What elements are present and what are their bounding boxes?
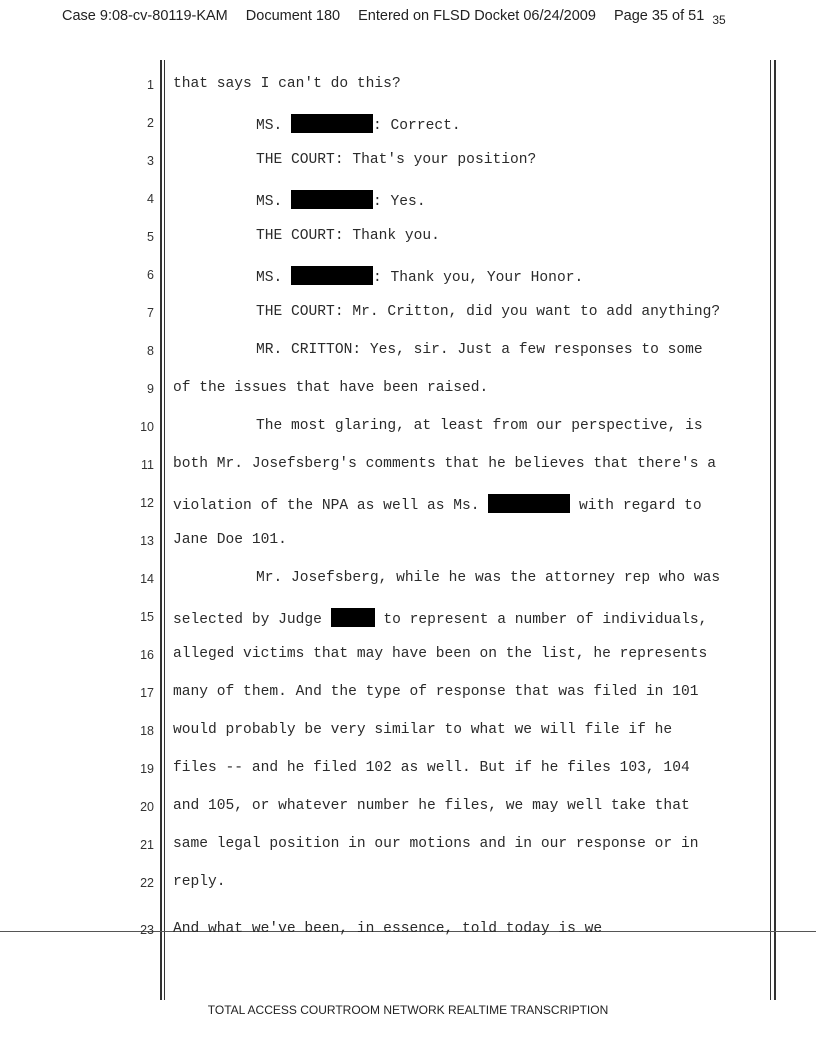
line-number: 12 <box>140 496 154 510</box>
transcript-line: and 105, or whatever number he files, we may well take that <box>173 798 690 814</box>
left-margin-rule <box>160 60 162 1000</box>
line-number: 23 <box>140 923 154 937</box>
transcript-line: The most glaring, at least from our perspective, is <box>256 418 703 434</box>
transcript-line: that says I can't do this? <box>173 76 401 92</box>
page-number: 35 <box>712 13 726 27</box>
case-number: Case 9:08-cv-80119-KAM <box>62 8 228 24</box>
transcript-line: same legal position in our motions and in our response or in <box>173 836 699 852</box>
transcript-line: files -- and he filed 102 as well. But if he files 103, 104 <box>173 760 690 776</box>
transcript-line: violation of the NPA as well as Ms. with regard to <box>173 494 753 514</box>
line-number: 2 <box>147 116 154 130</box>
line-number: 15 <box>140 610 154 624</box>
redaction-bar <box>291 114 373 133</box>
transcript-line: reply. <box>173 874 226 890</box>
transcript-line: THE COURT: That's your position? <box>256 152 537 168</box>
transcript-line: would probably be very similar to what we will file if he <box>173 722 673 738</box>
footer-text: TOTAL ACCESS COURTROOM NETWORK REALTIME TRANSCRIPTION <box>207 1003 609 1017</box>
transcript-line: Mr. Josefsberg, while he was the attorney rep who was <box>256 570 721 586</box>
line-number: 10 <box>140 420 154 434</box>
line-number: 19 <box>140 762 154 776</box>
document-number: Document 180 <box>245 8 341 24</box>
transcript-line: MS. : Correct. <box>173 114 816 134</box>
transcript-line: MS. : Thank you, Your Honor. <box>173 266 816 286</box>
transcript-line: MS. : Yes. <box>173 190 816 210</box>
transcript-line: Jane Doe 101. <box>173 532 287 548</box>
line-number: 13 <box>140 534 154 548</box>
transcript-line: alleged victims that may have been on the list, he represents <box>173 646 708 662</box>
transcript-line: MR. CRITTON: Yes, sir. Just a few responses to some <box>256 342 703 358</box>
line-number: 21 <box>140 838 154 852</box>
page-of: Page 35 of 51 <box>613 8 705 24</box>
line-number: 7 <box>147 306 154 320</box>
line-number: 20 <box>140 800 154 814</box>
redaction-bar <box>488 494 570 513</box>
line-number: 11 <box>141 458 154 472</box>
line-number: 6 <box>147 268 154 282</box>
transcript-line: of the issues that have been raised. <box>173 380 489 396</box>
left-margin-rule-inner <box>164 60 165 1000</box>
transcript-line: THE COURT: Thank you. <box>256 228 440 244</box>
redaction-bar <box>331 608 375 627</box>
transcript-line: both Mr. Josefsberg's comments that he believes that there's a <box>173 456 716 472</box>
transcript-line: many of them. And the type of response that was filed in 101 <box>173 684 699 700</box>
line-number: 14 <box>140 572 154 586</box>
line-number: 17 <box>140 686 154 700</box>
redaction-bar <box>291 190 373 209</box>
line-number: 5 <box>147 230 154 244</box>
line-number: 18 <box>140 724 154 738</box>
docket-entry: Entered on FLSD Docket 06/24/2009 <box>358 8 596 24</box>
line-number: 8 <box>147 344 154 358</box>
line-number: 16 <box>140 648 154 662</box>
line-number: 4 <box>147 192 154 206</box>
redaction-bar <box>291 266 373 285</box>
transcript-line: And what we've been, in essence, told today is we <box>173 921 603 937</box>
line-number: 1 <box>147 78 154 92</box>
line-number: 3 <box>147 154 154 168</box>
line-number: 22 <box>140 876 154 890</box>
transcript-line: selected by Judge to represent a number of individuals, <box>173 608 753 628</box>
line-number: 9 <box>147 382 154 396</box>
docket-header <box>62 8 740 27</box>
transcript-line: THE COURT: Mr. Critton, did you want to add anything? <box>256 304 721 320</box>
